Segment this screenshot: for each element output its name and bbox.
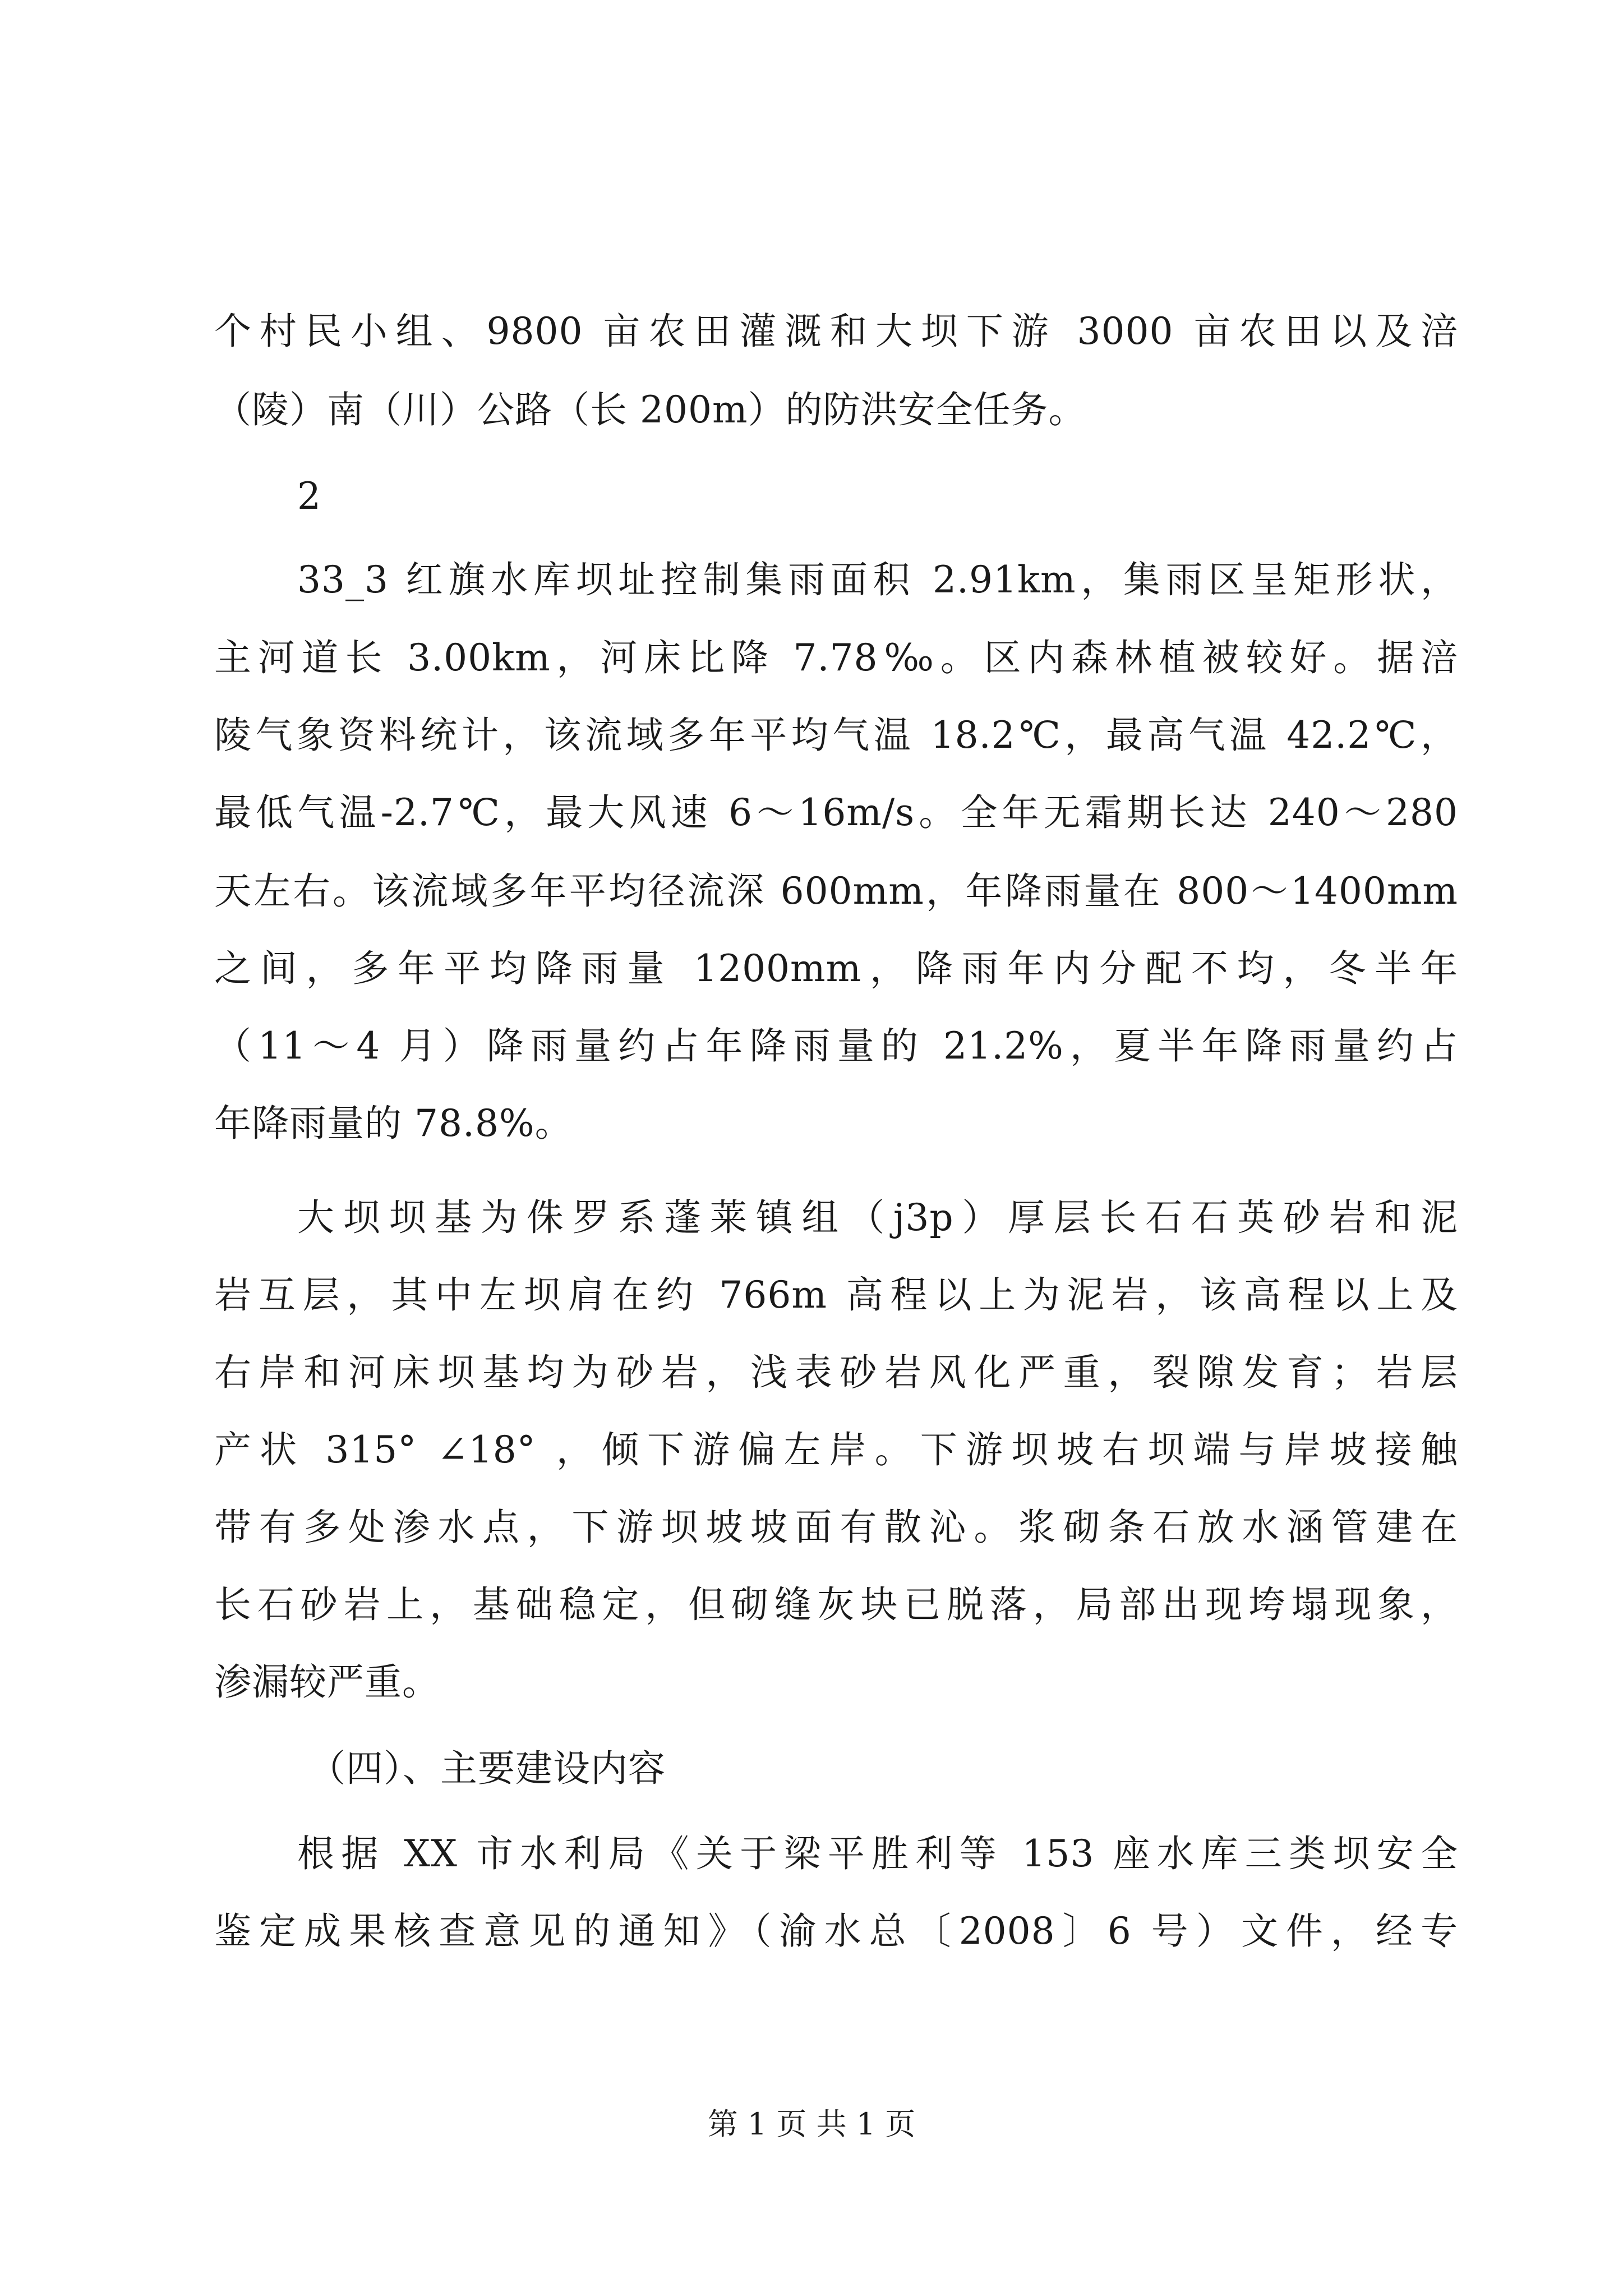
paragraph-line-13: 岩互层，其中左坝肩在约 766m 高程以上为泥岩，该高程以上及 bbox=[214, 1273, 1458, 1317]
paragraph-line-2: （陵）南（川）公路（长 200m）的防洪安全任务。 bbox=[214, 388, 1086, 431]
page-footer: 第 1 页 共 1 页 bbox=[707, 2106, 916, 2142]
paragraph-line-6: 陵气象资料统计，该流域多年平均气温 18.2℃，最高气温 42.2℃， bbox=[214, 714, 1458, 757]
paragraph-line-10: （11～4 月）降雨量约占年降雨量的 21.2%，夏半年降雨量约占 bbox=[214, 1024, 1458, 1068]
paragraph-line-15: 产状 315° ∠18° ，倾下游偏左岸。下游坝坡右坝端与岸坡接触 bbox=[214, 1428, 1458, 1471]
paragraph-line-4: 33_3 红旗水库坝址控制集雨面积 2.91km，集雨区呈矩形状， bbox=[297, 558, 1458, 601]
paragraph-line-11: 年降雨量的 78.8%。 bbox=[214, 1102, 573, 1145]
paragraph-line-18: 渗漏较严重。 bbox=[214, 1660, 440, 1704]
paragraph-line-1: 个村民小组、9800 亩农田灌溉和大坝下游 3000 亩农田以及涪 bbox=[214, 310, 1458, 353]
paragraph-line-5: 主河道长 3.00km，河床比降 7.78‰。区内森林植被较好。据涪 bbox=[214, 636, 1458, 679]
paragraph-line-3: 2 bbox=[297, 475, 321, 518]
paragraph-line-20: 根据 XX 市水利局《关于梁平胜利等 153 座水库三类坝安全 bbox=[297, 1832, 1458, 1875]
paragraph-line-9: 之间，多年平均降雨量 1200mm，降雨年内分配不均，冬半年 bbox=[214, 947, 1458, 990]
paragraph-line-17: 长石砂岩上，基础稳定，但砌缝灰块已脱落，局部出现垮塌现象， bbox=[214, 1583, 1458, 1626]
section-heading: （四）、主要建设内容 bbox=[308, 1747, 666, 1790]
paragraph-line-14: 右岸和河床坝基均为砂岩，浅表砂岩风化严重，裂隙发育；岩层 bbox=[214, 1351, 1458, 1394]
paragraph-line-21: 鉴定成果核查意见的通知》（渝水总〔2008〕6 号）文件，经专 bbox=[214, 1910, 1458, 1953]
paragraph-line-12: 大坝坝基为侏罗系蓬莱镇组（j3p）厚层长石石英砂岩和泥 bbox=[297, 1196, 1458, 1239]
paragraph-line-7: 最低气温-2.7℃，最大风速 6～16m/s。全年无霜期长达 240～280 bbox=[214, 791, 1458, 834]
paragraph-line-8: 天左右。该流域多年平均径流深 600mm，年降雨量在 800～1400mm bbox=[214, 869, 1458, 913]
paragraph-line-16: 带有多处渗水点，下游坝坡坡面有散沁。浆砌条石放水涵管建在 bbox=[214, 1506, 1458, 1549]
